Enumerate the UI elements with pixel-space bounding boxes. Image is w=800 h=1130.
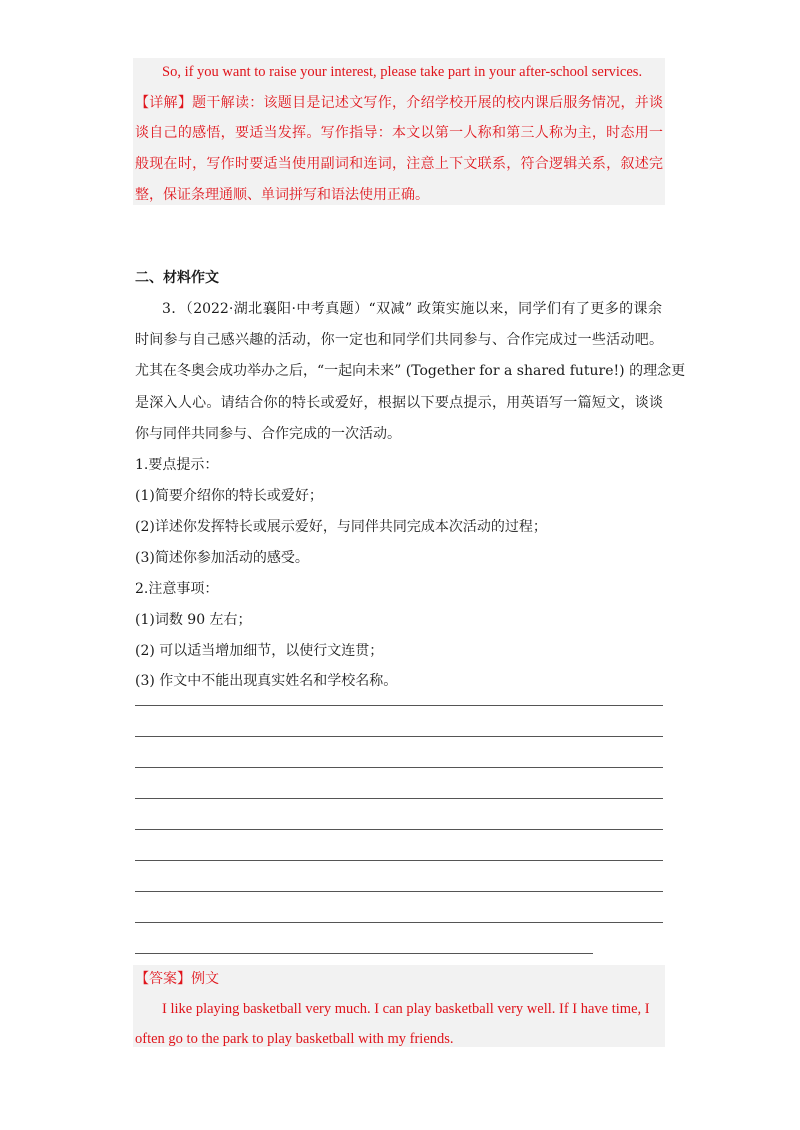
- writing-line-9: [135, 953, 593, 954]
- points-title: 1.要点提示：: [135, 457, 219, 473]
- detail-line-2: 谈自己的感悟，要适当发挥。写作指导：本文以第一人称和第三人称为主，时态用一: [135, 125, 663, 141]
- writing-line-4: [135, 798, 663, 799]
- writing-line-7: [135, 891, 663, 892]
- answer-label-line: [135, 969, 219, 989]
- writing-line-3: [135, 767, 663, 768]
- point-3: (3)简述你参加活动的感受。: [135, 550, 309, 566]
- detail-line-4: 整，保证条理通顺、单词拼写和语法使用正确。: [135, 187, 429, 203]
- writing-line-2: [135, 736, 663, 737]
- writing-line-8: [135, 922, 663, 923]
- writing-line-1: [135, 705, 663, 706]
- detail-line-3: 般现在时，写作时要适当使用副词和连词，注意上下文联系，符合逻辑关系，叙述完: [135, 156, 663, 172]
- point-2: (2)详述你发挥特长或展示爱好，与同伴共同完成本次活动的过程；: [135, 519, 547, 535]
- question-line-4: 是深入人心。请结合你的特长或爱好，根据以下要点提示，用英语写一篇短文，谈谈: [135, 395, 663, 411]
- detail-text-1: 题干解读：该题目是记述文写作，介绍学校开展的校内课后服务情况，并谈: [192, 95, 664, 111]
- writing-line-6: [135, 860, 663, 861]
- english-sample-line: So, if you want to raise your interest, please take part in your after-school services.: [162, 64, 643, 80]
- point-1: (1)简要介绍你的特长或爱好；: [135, 488, 323, 504]
- detail-label: 【详解】: [135, 95, 193, 111]
- question-line-1: 3．（2022·湖北襄阳·中考真题）“双减” 政策实施以来，同学们有了更多的课余: [162, 301, 662, 317]
- note-1: (1)词数 90 左右；: [135, 612, 252, 628]
- question-line-5: 你与同伴共同参与、合作完成的一次活动。: [135, 426, 401, 442]
- answer-line-1: I like playing basketball very much. I can play basketball very well. If I have time, I: [162, 1001, 650, 1017]
- notes-title: 2.注意事项：: [135, 581, 219, 597]
- section-heading: 二、材料作文: [135, 270, 219, 286]
- answer-label-suffix: 例文: [191, 971, 219, 987]
- question-line-2: 时间参与自己感兴趣的活动，你一定也和同学们共同参与、合作完成过一些活动吧。: [135, 332, 663, 348]
- detail-line-1: [135, 93, 663, 113]
- answer-label: 【答案】: [135, 971, 191, 987]
- answer-line-2: often go to the park to play basketball with my friends.: [135, 1031, 454, 1047]
- note-3: (3) 作文中不能出现真实姓名和学校名称。: [135, 673, 398, 689]
- writing-line-5: [135, 829, 663, 830]
- note-2: (2) 可以适当增加细节，以使行文连贯；: [135, 643, 384, 659]
- question-line-3: 尤其在冬奥会成功举办之后，“一起向未来” (Together for a shared future!) 的理念更: [135, 363, 686, 379]
